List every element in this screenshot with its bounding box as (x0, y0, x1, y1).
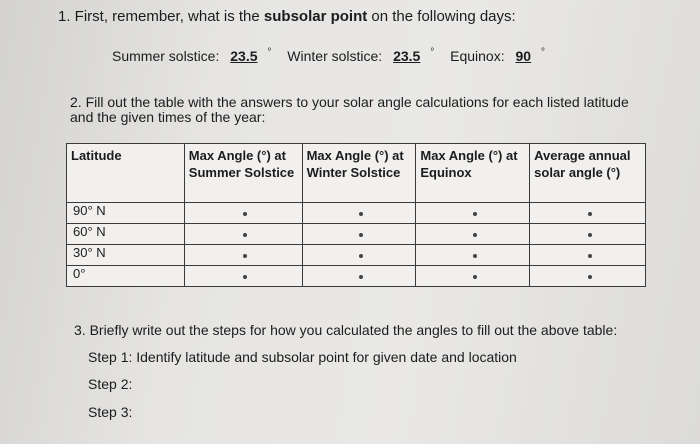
latitude-cell: 30° N (67, 245, 185, 266)
question-1-suffix: on the following days: (367, 8, 516, 25)
answer-cell[interactable] (302, 245, 416, 266)
answer-cell[interactable] (416, 224, 530, 245)
table-row (67, 203, 646, 224)
answer-cell[interactable] (530, 266, 646, 287)
cell-dot (473, 233, 477, 237)
question-1-bold-term: subsolar point (263, 8, 368, 25)
equinox-label: Equinox: (450, 47, 505, 64)
cell-dot (473, 254, 477, 258)
answer-cell[interactable] (184, 203, 302, 224)
header-summer-solstice: Max Angle (°) at Summer Solstice (184, 144, 302, 203)
table-header-row (67, 144, 646, 203)
answer-cell[interactable] (416, 203, 530, 224)
question-2: 2. Fill out the table with the answers to your solar angle calculations for each listed latitude and the given times of the year: (70, 94, 629, 125)
cell-dot (243, 212, 247, 216)
cell-dot (588, 212, 592, 216)
table-row (67, 224, 646, 245)
answer-cell[interactable] (416, 245, 530, 266)
equinox-degree: ° (540, 47, 545, 58)
cell-dot (243, 275, 247, 279)
winter-solstice-label: Winter solstice: (287, 47, 383, 64)
step-2: Step 2: (88, 376, 133, 392)
cell-dot (359, 212, 363, 216)
question-1 (58, 8, 516, 25)
answer-cell[interactable] (530, 224, 646, 245)
equinox-value: 90 (515, 47, 532, 64)
cell-dot (243, 233, 247, 237)
cell-dot (588, 254, 592, 258)
answer-cell[interactable] (416, 266, 530, 287)
cell-dot (359, 254, 363, 258)
answer-cell[interactable] (184, 266, 302, 287)
answer-cell[interactable] (302, 224, 416, 245)
cell-dot (243, 254, 247, 258)
cell-dot (359, 275, 363, 279)
cell-dot (359, 233, 363, 237)
header-latitude: Latitude (67, 144, 185, 203)
answer-cell[interactable] (184, 245, 302, 266)
winter-solstice-degree: ° (430, 47, 435, 58)
cell-dot (588, 233, 592, 237)
question-3: 3. Briefly write out the steps for how you calculated the angles to fill out the above table: (74, 322, 618, 338)
answer-cell[interactable] (302, 203, 416, 224)
table-row (67, 266, 646, 287)
question-1-prefix: 1. First, remember, what is the (58, 8, 264, 25)
latitude-cell: 90° N (67, 203, 185, 224)
header-winter-solstice: Max Angle (°) at Winter Solstice (302, 144, 416, 203)
answer-cell[interactable] (530, 203, 646, 224)
answer-cell[interactable] (302, 266, 416, 287)
table-row (67, 245, 646, 266)
subsolar-answers (112, 47, 557, 64)
latitude-cell: 0° (67, 266, 185, 287)
answer-cell[interactable] (530, 245, 646, 266)
step-1: Step 1: Identify latitude and subsolar point for given date and location (88, 349, 517, 365)
cell-dot (588, 275, 592, 279)
header-equinox: Max Angle (°) at Equinox (416, 144, 530, 203)
latitude-cell: 60° N (67, 224, 185, 245)
summer-solstice-value: 23.5 (230, 47, 258, 64)
summer-solstice-label: Summer solstice: (112, 47, 220, 64)
winter-solstice-value: 23.5 (393, 47, 421, 64)
cell-dot (473, 275, 477, 279)
step-3: Step 3: (88, 404, 133, 420)
solar-angle-table (66, 143, 646, 287)
summer-solstice-degree: ° (267, 47, 272, 58)
header-average-annual: Average annual solar angle (°) (530, 144, 646, 203)
cell-dot (473, 212, 477, 216)
answer-cell[interactable] (184, 224, 302, 245)
